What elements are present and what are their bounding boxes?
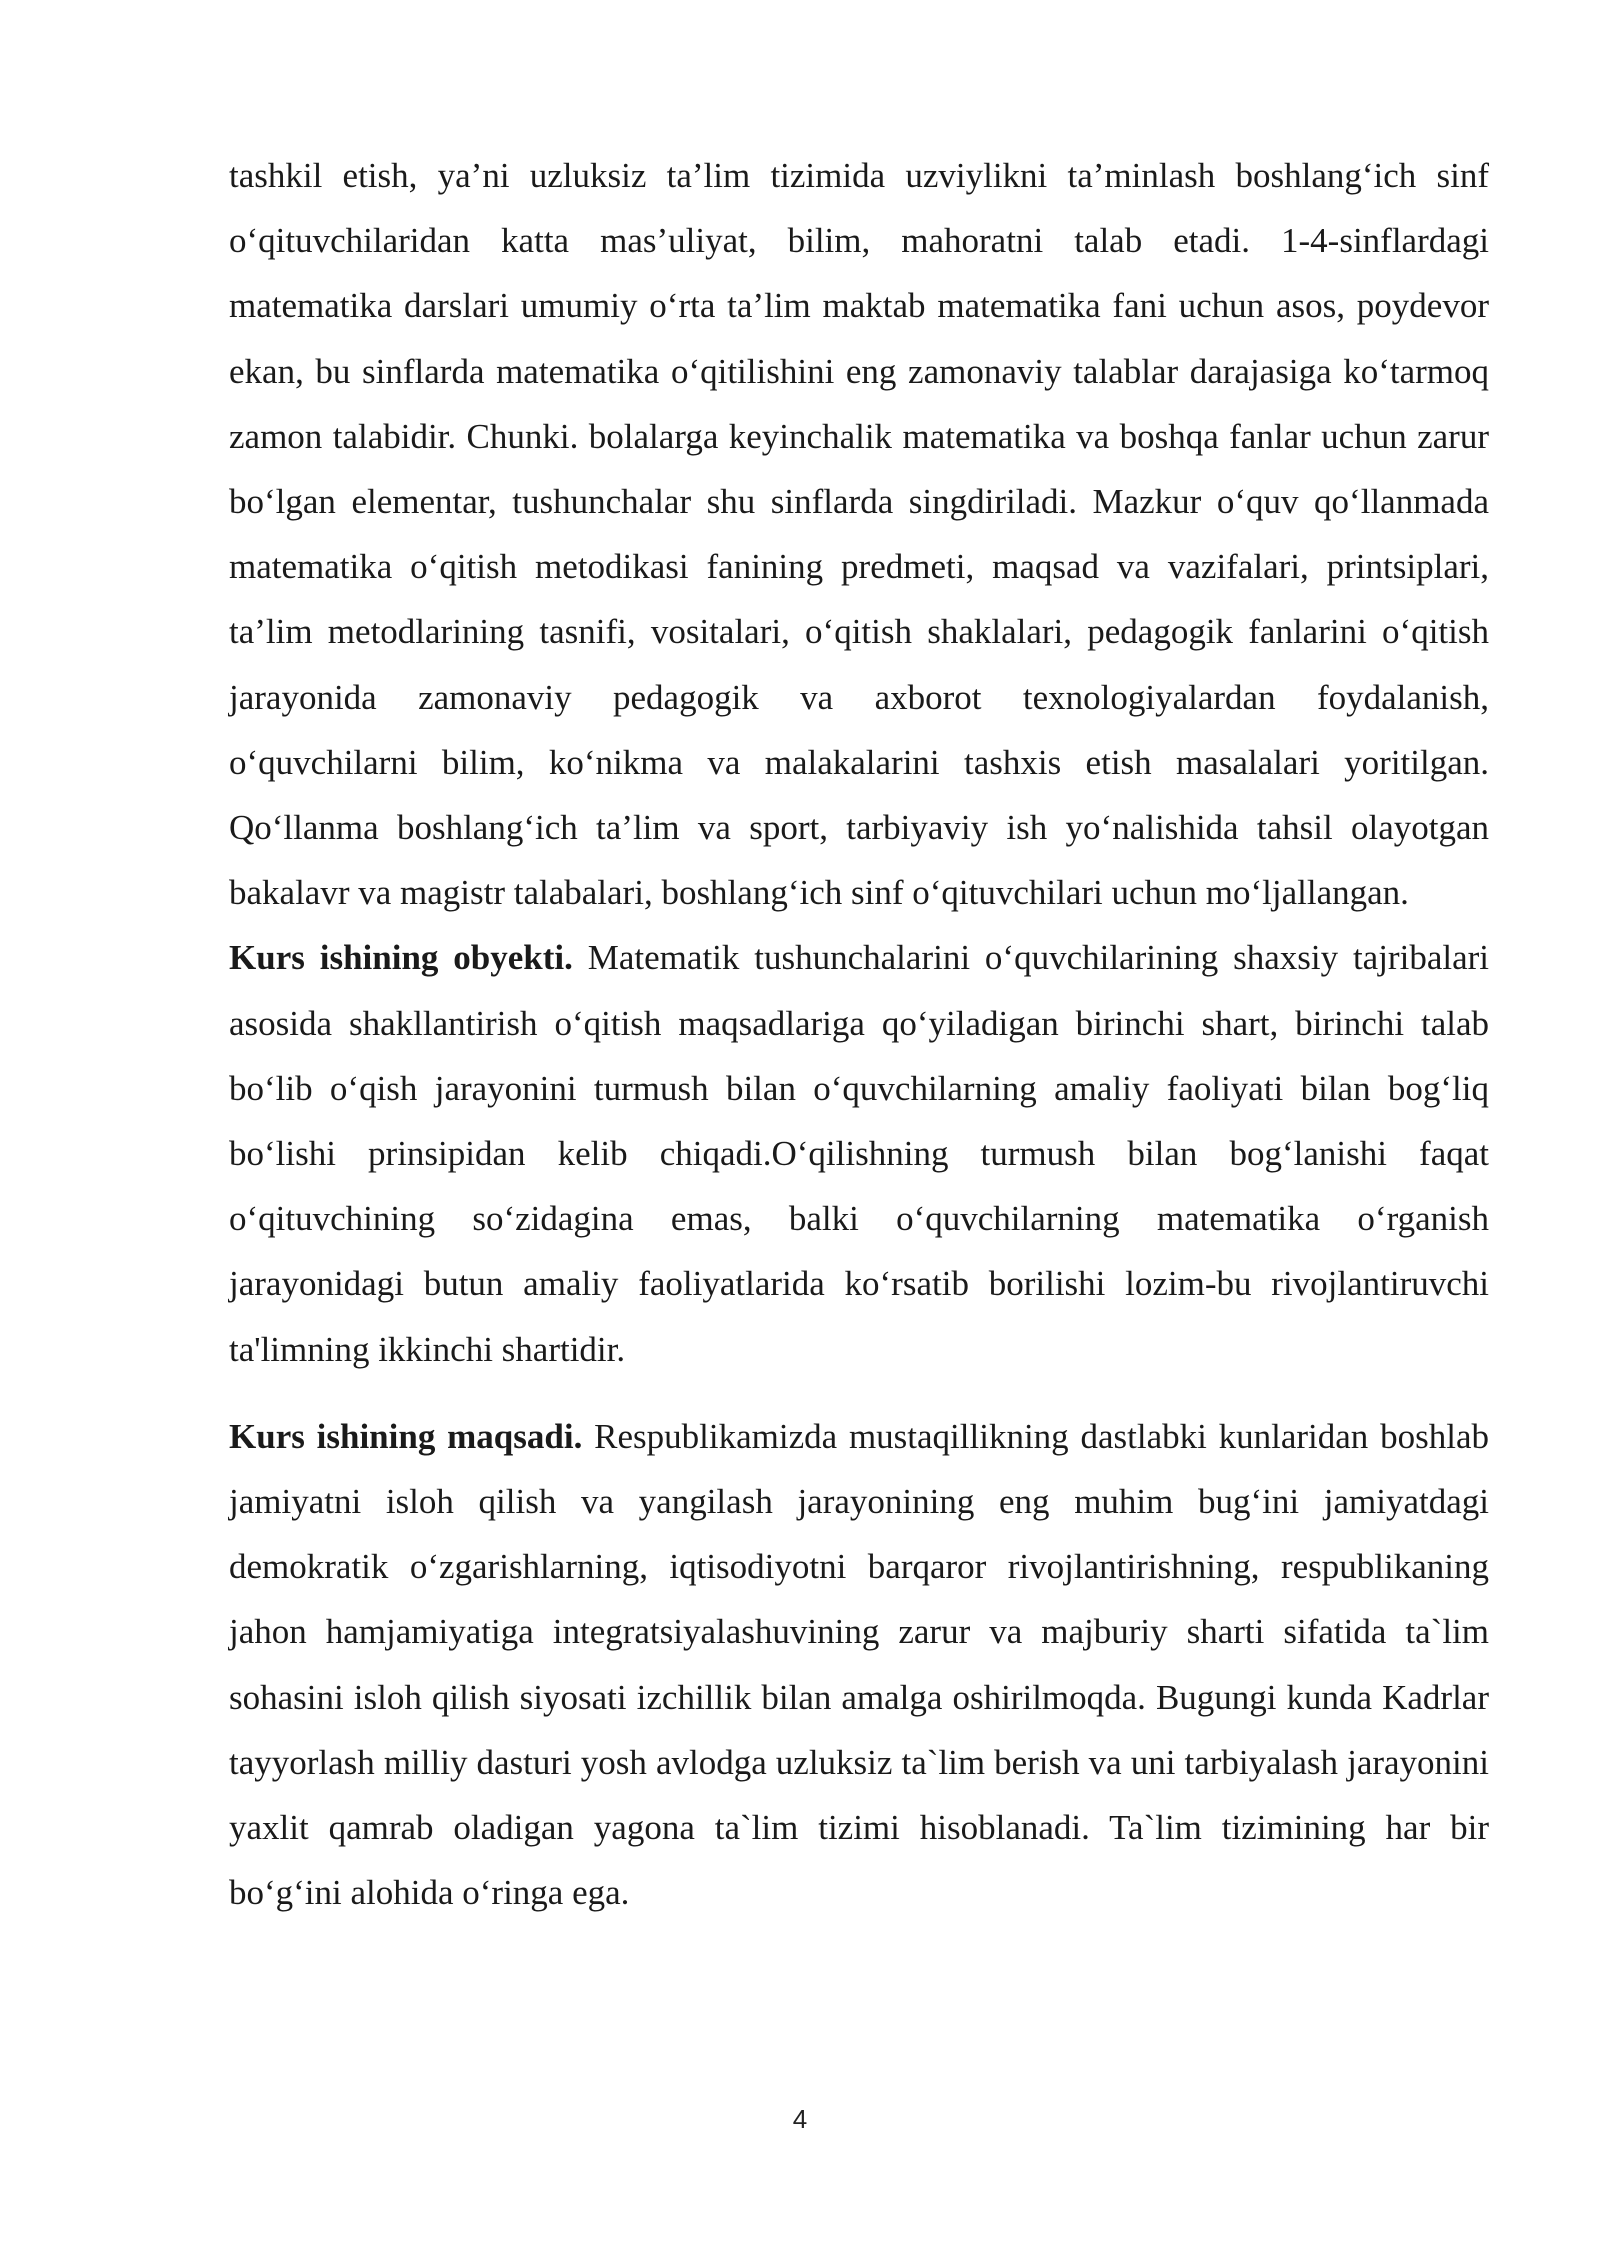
paragraph-course-goal <box>229 1404 1489 1926</box>
heading-course-goal: Kurs ishining maqsadi. <box>229 1416 583 1456</box>
page-number: 4 <box>792 2104 808 2134</box>
text-course-object: Matematik tushunchalarini o‘quvchilarining shaxsiy tajribalari asosida shakllantirish o‘qitish maqsadlariga qo‘yiladigan birinchi shart, birinchi talab bo‘lib o‘qish jarayonini turmush bilan o‘quvchilarning amaliy faoliyati bilan bog‘liq bo‘lishi prinsipidan kelib chiqadi.O‘qilishning turmush bilan bog‘lanishi faqat o‘qituvchining so‘zidagina emas, balki o‘quvchilarning matematika o‘rganish jarayonidagi butun amaliy faoliyatlarida ko‘rsatib borilishi lozim-bu rivojlantiruvchi ta'limning ikkinchi shartidir. <box>229 938 1489 1369</box>
text-course-goal: Respublikamizda mustaqillikning dastlabki kunlaridan boshlab jamiyatni isloh qilish va yangilash jarayonining eng muhim bug‘ini jamiyatdagi demokratik o‘zgarishlarning, iqtisodiyotni barqaror rivojlantirishning, respublikaning jahon hamjamiyatiga integratsiyalashuvining zarur va majburiy sharti sifatida ta`lim sohasini isloh qilish siyosati izchillik bilan amalga oshirilmoqda. Bugungi kunda Kadrlar tayyorlash milliy dasturi yosh avlodga uzluksiz ta`lim berish va uni tarbiyalash jarayonini yaxlit qamrab oladigan yagona ta`lim tizimi hisoblanadi. Ta`lim tizimining har bir bo‘g‘ini alohida o‘ringa ega. <box>229 1416 1489 1913</box>
paragraph-intro: tashkil etish, ya’ni uzluksiz ta’lim tizimida uzviylikni ta’minlash boshlang‘ich sinf o‘qituvchilaridan katta mas’uliyat, bilim, mahoratni talab etadi. 1-4-sinflardagi matematika darslari umumiy o‘rta ta’lim maktab matematika fani uchun asos, poydevor ekan, bu sinflarda matematika o‘qitilishini eng zamonaviy talablar darajasiga ko‘tarmoq zamon talabidir. Chunki. bolalarga keyinchalik matematika va boshqa fanlar uchun zarur bo‘lgan elementar, tushunchalar shu sinflarda singdiriladi. Mazkur o‘quv qo‘llanmada matematika o‘qitish metodikasi fanining predmeti, maqsad va vazifalari, printsiplari, ta’lim metodlarining tasnifi, vositalari, o‘qitish shaklalari, pedagogik fanlarini o‘qitish jarayonida zamonaviy pedagogik va axborot texnologiyalardan foydalanish, o‘quvchilarni bilim, ko‘nikma va malakalarini tashxis etish masalalari yoritilgan. Qo‘llanma boshlang‘ich ta’lim va sport, tarbiyaviy ish yo‘nalishida tahsil olayotgan bakalavr va magistr talabalari, boshlang‘ich sinf o‘qituvchilari uchun mo‘ljallangan. <box>229 156 1489 913</box>
heading-course-object: Kurs ishining obyekti. <box>229 938 573 978</box>
paragraph-course-object <box>229 925 1489 1381</box>
document-body <box>229 143 1489 1925</box>
